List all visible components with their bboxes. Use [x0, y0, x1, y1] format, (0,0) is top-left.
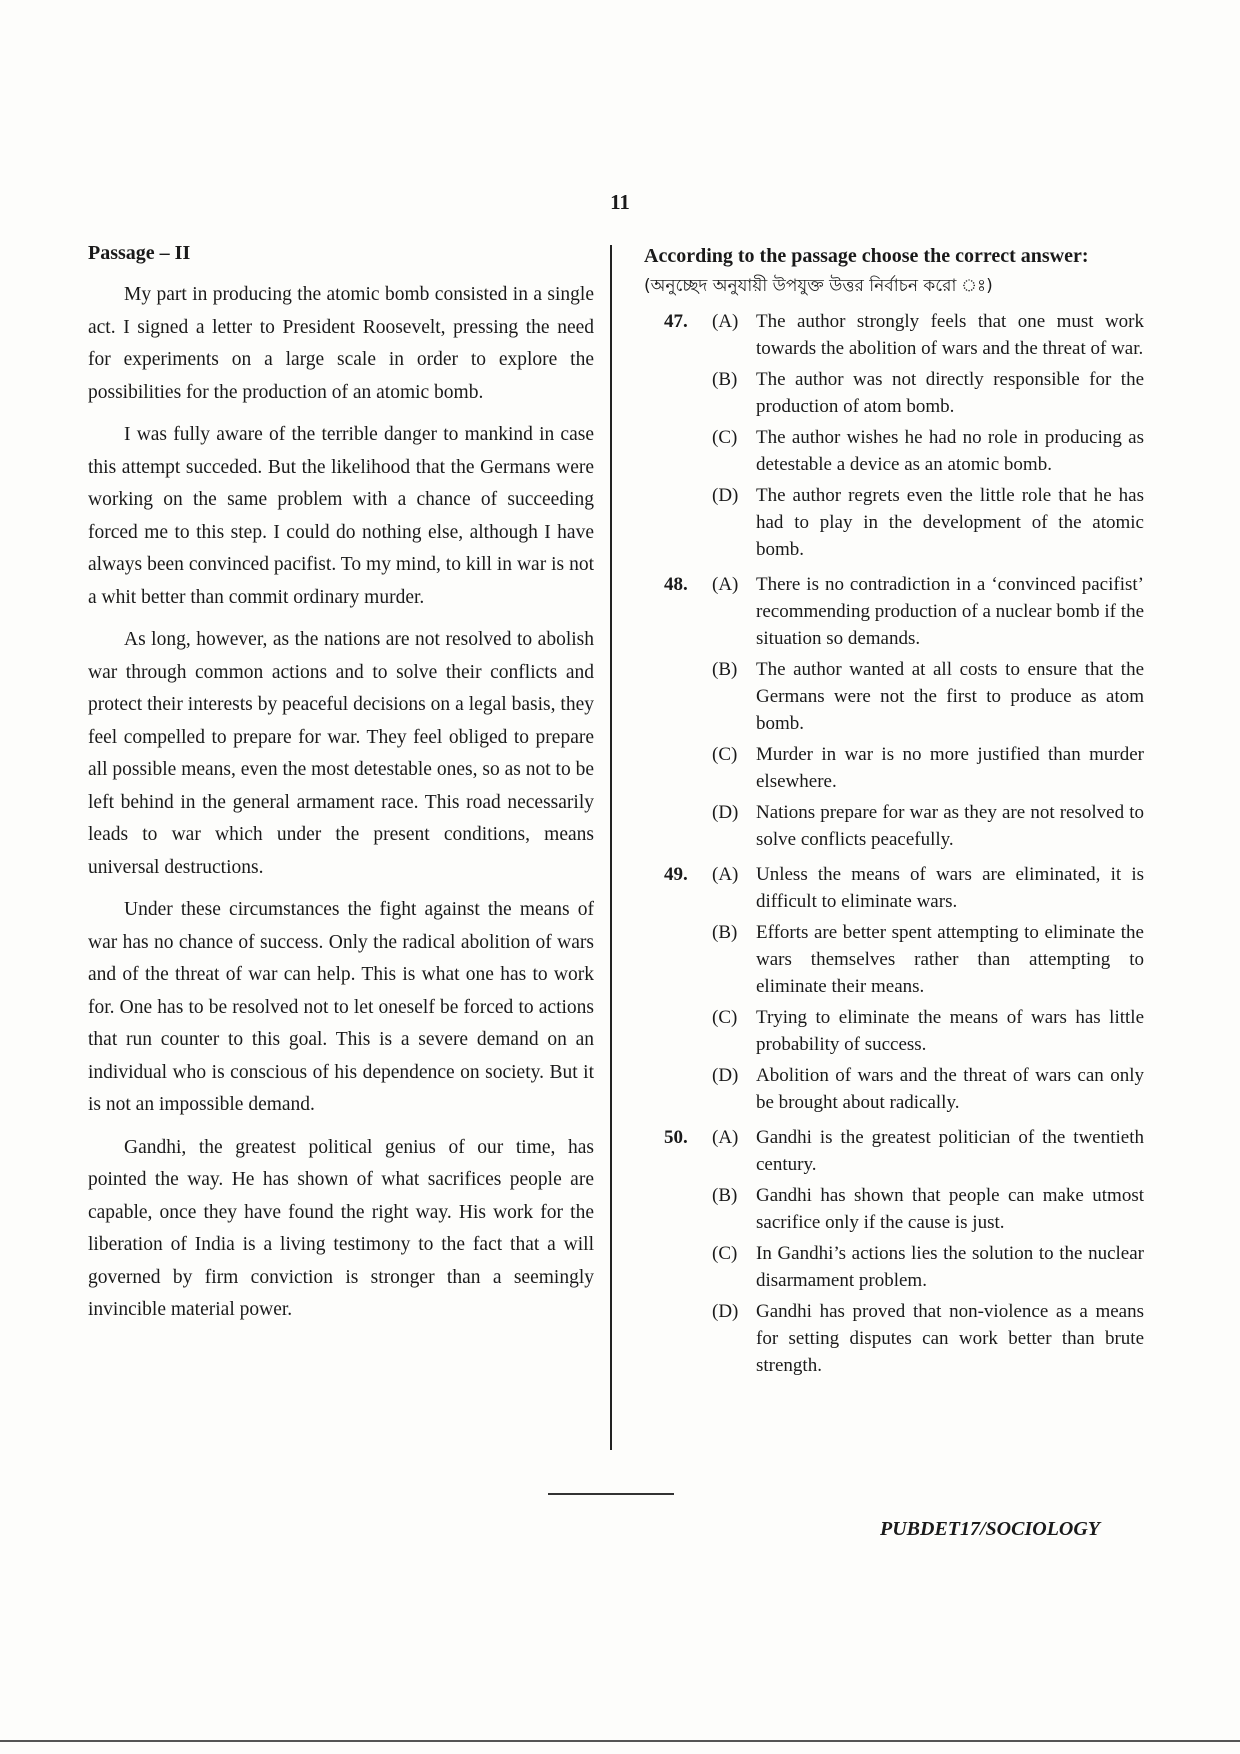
option-d — [644, 482, 1144, 563]
option-letter: (A) — [712, 311, 739, 332]
option-letter: (B) — [712, 369, 738, 390]
question-number: 47. — [664, 311, 688, 332]
footer-code: PUBDET17/SOCIOLOGY — [880, 1518, 1101, 1540]
option-text: Murder in war is no more justified than murder elsewhere. — [756, 744, 1144, 792]
question-number: 48. — [664, 574, 688, 595]
option-text: Abolition of wars and the threat of wars can only be brought about radically. — [756, 1065, 1144, 1113]
option-letter: (D) — [712, 802, 739, 823]
end-rule — [548, 1493, 674, 1495]
option-letter: (D) — [712, 1301, 739, 1322]
option-text: Gandhi has proved that non-violence as a means for setting disputes can work better than brute strength. — [756, 1301, 1144, 1376]
option-a — [644, 1124, 1144, 1178]
option-a — [644, 571, 1144, 652]
option-letter: (D) — [712, 1065, 739, 1086]
option-text: The author wanted at all costs to ensure that the Germans were not the first to produce as atom bomb. — [756, 659, 1144, 734]
option-d — [644, 1062, 1144, 1116]
option-c — [644, 1240, 1144, 1294]
option-letter: (D) — [712, 485, 739, 506]
option-a — [644, 861, 1144, 915]
option-letter: (A) — [712, 864, 739, 885]
option-letter: (C) — [712, 427, 738, 448]
passage-title: Passage – II — [88, 242, 191, 264]
question-49 — [644, 861, 1144, 1116]
option-text: The author wishes he had no role in producing as detestable a device as an atomic bomb. — [756, 427, 1144, 475]
option-text: In Gandhi’s actions lies the solution to the nuclear disarmament problem. — [756, 1243, 1144, 1291]
option-letter: (C) — [712, 1243, 738, 1264]
option-d — [644, 1298, 1144, 1379]
option-text: The author was not directly responsible for the production of atom bomb. — [756, 369, 1144, 417]
option-text: Nations prepare for war as they are not resolved to solve conflicts peacefully. — [756, 802, 1144, 850]
option-letter: (B) — [712, 922, 738, 943]
option-b — [644, 1182, 1144, 1236]
passage-paragraph: I was fully aware of the terrible danger to mankind in case this attempt succeded. But the likelihood that the Germans were working on the same problem with a chance of succeeding forced me to this step. I could do nothing else, although I have always been convinced pacifist. To my mind, to kill in war is not a whit better than commit ordinary murder. — [88, 424, 594, 608]
scan-edge-line — [0, 1740, 1240, 1742]
column-divider — [610, 245, 612, 1450]
page-number: 11 — [610, 190, 630, 214]
option-text: Gandhi is the greatest politician of the twentieth century. — [756, 1127, 1144, 1175]
option-letter: (C) — [712, 1007, 738, 1028]
passage-paragraph: Under these circumstances the fight against the means of war has no chance of success. Only the radical abolition of wars and of the threat of war can help. This is what one has to work for. One has to be resolved not to let oneself be forced to actions that run counter to this goal. This is a severe demand on an individual who is conscious of his dependence on society. But it is not an impossible demand. — [88, 899, 594, 1115]
option-letter: (B) — [712, 659, 738, 680]
option-letter: (A) — [712, 1127, 739, 1148]
option-b — [644, 366, 1144, 420]
option-text: Efforts are better spent attempting to eliminate the wars themselves rather than attempting to eliminate their means. — [756, 922, 1144, 997]
passage-paragraph: My part in producing the atomic bomb consisted in a single act. I signed a letter to President Roosevelt, pressing the need for experiments on a large scale in order to explore the possibilities for the production of an atomic bomb. — [88, 284, 594, 403]
option-b — [644, 919, 1144, 1000]
question-48 — [644, 571, 1144, 853]
option-text: The author strongly feels that one must work towards the abolition of wars and the threat of war. — [756, 311, 1144, 359]
option-letter: (A) — [712, 574, 739, 595]
option-text: There is no contradiction in a ‘convinced pacifist’ recommending production of a nuclear bomb if the situation so demands. — [756, 574, 1144, 649]
option-text: Gandhi has shown that people can make utmost sacrifice only if the cause is just. — [756, 1185, 1144, 1233]
option-text: Trying to eliminate the means of wars has little probability of success. — [756, 1007, 1144, 1055]
option-text: Unless the means of wars are eliminated, it is difficult to eliminate wars. — [756, 864, 1144, 912]
instruction-english: According to the passage choose the correct answer: — [644, 245, 1089, 267]
option-a — [644, 308, 1144, 362]
questions-column — [644, 242, 1144, 1383]
option-text: The author regrets even the little role that he has had to play in the development of the atomic bomb. — [756, 485, 1144, 560]
question-47 — [644, 308, 1144, 563]
option-letter: (C) — [712, 744, 738, 765]
question-50 — [644, 1124, 1144, 1379]
passage-paragraph: Gandhi, the greatest political genius of our time, has pointed the way. He has shown of what sacrifices people are capable, once they have found the right way. His work for the liberation of India is a living testimony to the fact that a will governed by firm conviction is stronger than a seemingly invincible material power. — [88, 1136, 594, 1320]
option-letter: (B) — [712, 1185, 738, 1206]
passage-column — [88, 242, 594, 1337]
passage-paragraph: As long, however, as the nations are not resolved to abolish war through common actions and to solve their conflicts and protect their interests by peaceful decisions on a legal basis, they feel compelled to prepare for war. They feel obliged to prepare all possible means, even the most detestable ones, so as not to be left behind in the general armament race. This road necessarily leads to war which under the present conditions, means universal destructions. — [88, 629, 594, 878]
option-b — [644, 656, 1144, 737]
option-c — [644, 424, 1144, 478]
option-c — [644, 1004, 1144, 1058]
question-number: 49. — [664, 864, 688, 885]
option-d — [644, 799, 1144, 853]
option-c — [644, 741, 1144, 795]
instruction-bengali: (অনুচ্ছেদ অনুযায়ী উপযুক্ত উত্তর নির্বাচন করো ঃ) — [644, 276, 993, 296]
question-number: 50. — [664, 1127, 688, 1148]
